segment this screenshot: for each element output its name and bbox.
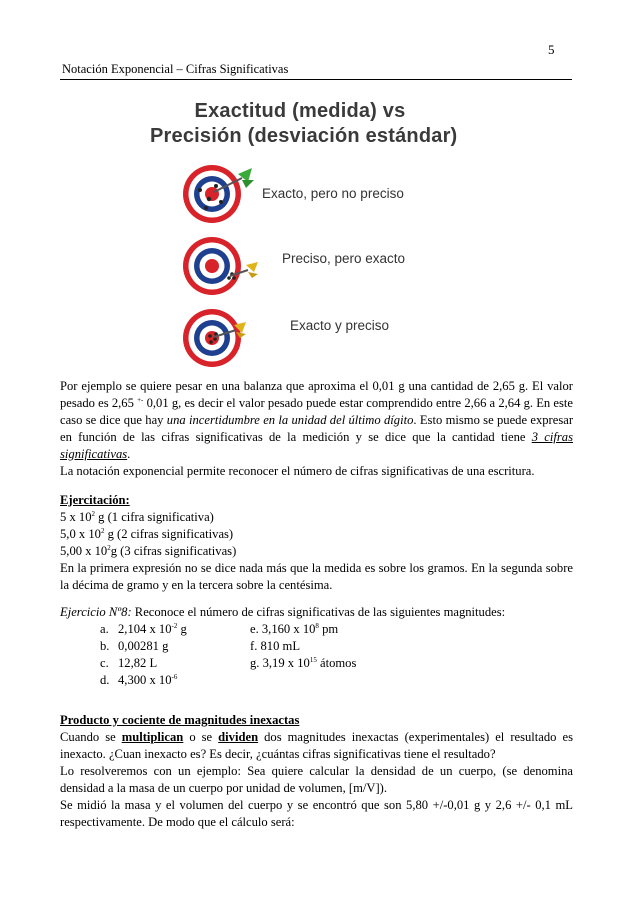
exercise-8-row-2: b. 0,00281 g f. 810 mL: [100, 639, 301, 653]
page-number: 5: [548, 42, 555, 57]
ejercitacion-explanation: En la primera expresión no se dice nada más que la medida es sobre los gramos. En la segunda sobre la décima de gramo y en la tercera sobre la centésima.: [60, 561, 573, 592]
ejercitacion-line-3: 5,00 x $10^2g$ (3 cifras significativas): [60, 544, 237, 558]
exercise-8-row-4: d. 4,300 x $10^{-6}$: [100, 673, 178, 687]
ejercitacion-line-2: 5,0 x $10^2$ g (2 cifras significativas): [60, 527, 234, 541]
exercise-8-statement: Ejercicio Nº8: Reconoce el número de cifras significativas de las siguientes magnitudes:: [60, 605, 506, 619]
paragraph-notation: La notación exponencial permite reconocer el número de cifras significativas de una escritura.: [60, 464, 535, 478]
exercise-8-row-3: c. 12,82 L g. 3,19 x $10^{15}$ átomos: [100, 656, 357, 670]
ejercitacion-heading: Ejercitación:: [60, 493, 130, 507]
exercise-8-row-1: a. 2,104 x $10^{-2}$ g e. 3,160 x $10^8$ pm: [100, 622, 339, 636]
exercise-8-section: [60, 604, 573, 689]
figure-title-line1: Exactitud (medida) vs: [194, 100, 406, 122]
target-2-icon: [183, 237, 241, 295]
emphasis-uncertainty: una incertidumbre en la unidad del último dígito: [166, 413, 414, 427]
plus-minus-sign: +-: [137, 396, 144, 404]
figure-title-line2: Precisión (desviación estándar): [150, 125, 458, 147]
ejercitacion-line-1: 5 x $10^2$ g (1 cifra significativa): [60, 510, 214, 524]
producto-section: [60, 712, 573, 831]
accuracy-precision-figure: [150, 100, 458, 372]
caption-accurate-not-precise: Exacto, pero no preciso: [262, 186, 404, 201]
producto-paragraph-1: Cuando se multiplican o se dividen dos magnitudes inexactas (experimentales) el resultado es inexacto. ¿Cuan inexacto es? Es decir, ¿cuántas cifras significativas tiene el resultado?: [60, 730, 573, 761]
target-3-icon: [183, 309, 241, 367]
paragraph-example: Por ejemplo se quiere pesar en una balanza que aproxima el 0,01 g una cantidad de 2,65 g. El valor pesado es 2,65 +- 0,01 g, es decir el valor pesado puede estar comprendido entre 2,66 a 2,64 g. En este caso se dice que hay una incertidumbre en la unidad del último dígito. Esto mismo se puede expresar en función de las cifras significativas de la medición y se dice que la cantidad tiene 3 cifras significativas.: [60, 379, 574, 461]
producto-paragraph-2: Lo resolveremos con un ejemplo: Sea quiere calcular la densidad de un cuerpo, (se denomina densidad a la masa de un cuerpo por unidad de volumen, [m/V]).: [60, 764, 573, 795]
producto-paragraph-3: Se midió la masa y el volumen del cuerpo y se encontró que son 5,80 +/-0,01 g y 2,6 +/- 0,1 mL respectivamente. De modo que el cálculo será:: [60, 798, 573, 829]
caption-accurate-and-precise: Exacto y preciso: [290, 318, 390, 333]
emphasis-three-figures: 3 cifras significativas: [60, 430, 573, 461]
target-1-icon: [183, 165, 241, 223]
producto-heading: Producto y cociente de magnitudes inexactas: [60, 713, 300, 727]
header-rule: [60, 79, 572, 80]
caption-precise-not-accurate: Preciso, pero exacto: [282, 251, 406, 266]
ejercitacion-section: [60, 492, 573, 594]
running-title: Notación Exponencial – Cifras Significativas: [62, 62, 289, 76]
exercise-8-label: Ejercicio Nº8:: [60, 605, 132, 619]
